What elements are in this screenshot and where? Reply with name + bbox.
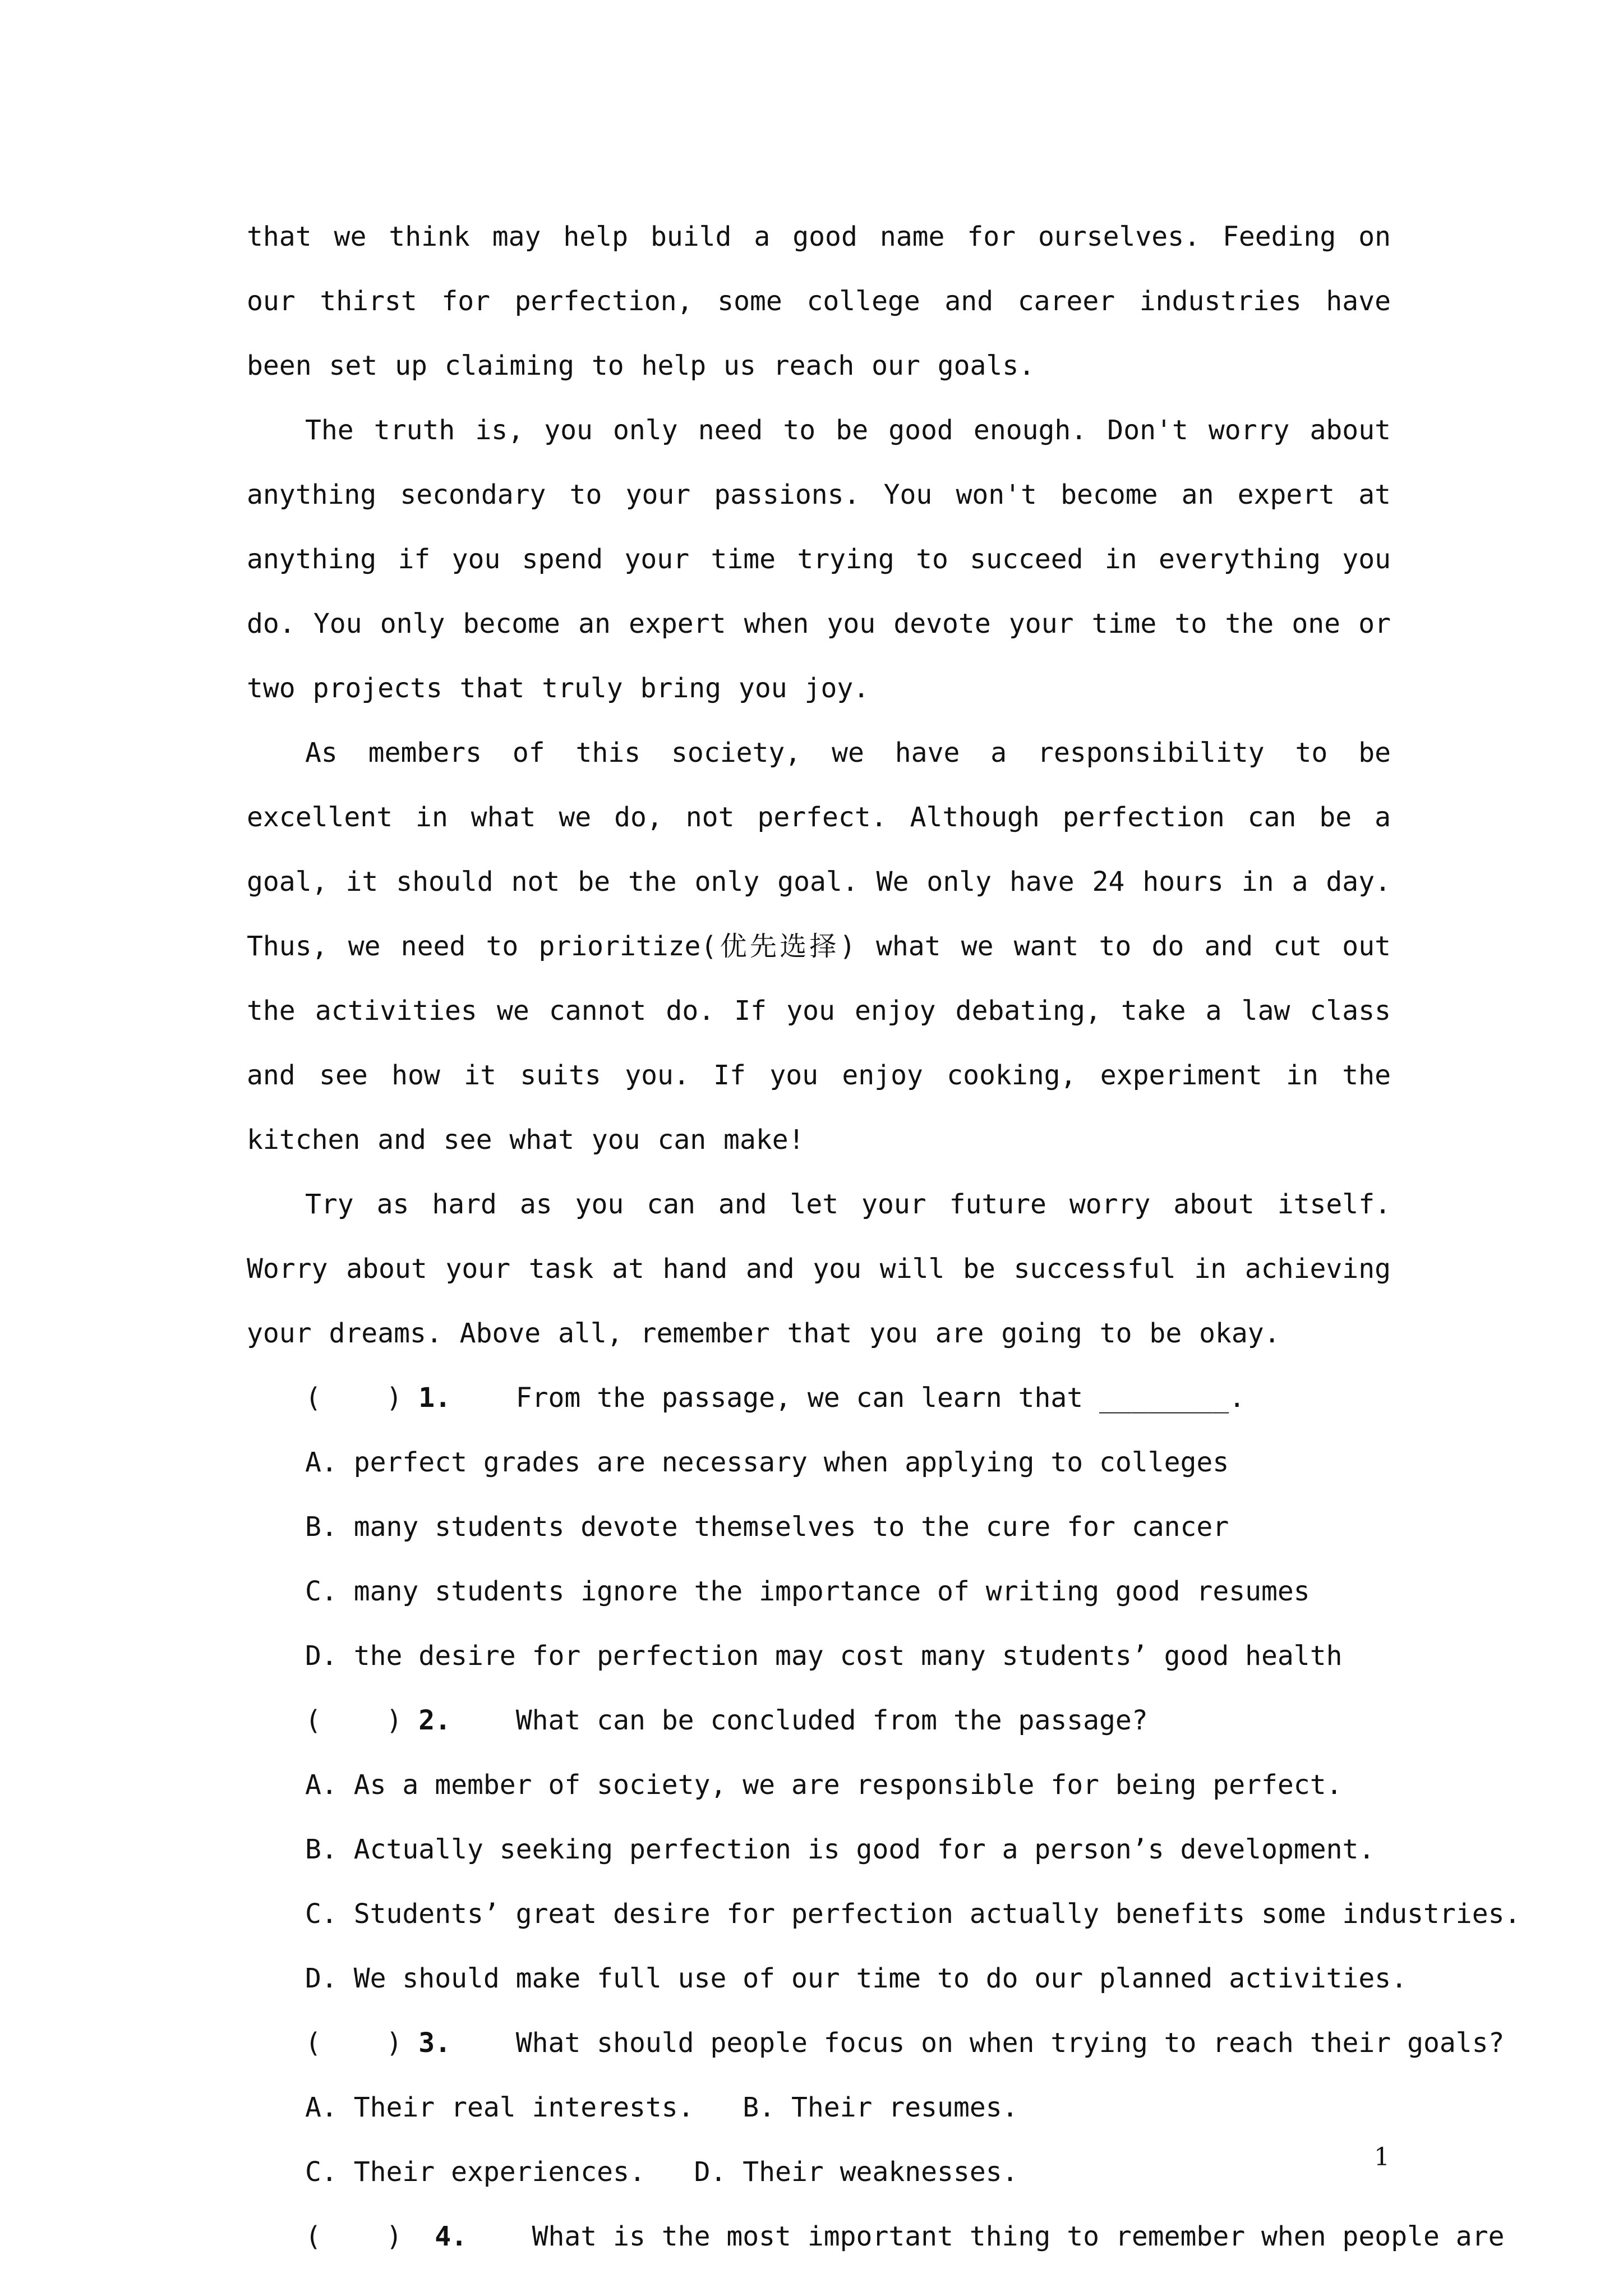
question-1 bbox=[247, 1366, 1391, 1430]
answer-bracket: ( ) bbox=[305, 1382, 403, 1414]
page-number: 1 bbox=[1374, 2143, 1390, 2171]
question-stem: From the passage, we can learn that ________. bbox=[515, 1382, 1246, 1414]
passage-paragraph-4: Try as hard as you can and let your future worry about itself. Worry about your task at hand and you will be successful in achieving your dreams. Above all, remember that you are going to be okay. bbox=[247, 1189, 1391, 1349]
question-2-option-a: A. As a member of society, we are responsible for being perfect. bbox=[305, 1769, 1343, 1801]
question-2-option-d: D. We should make full use of our time to do our planned activities. bbox=[305, 1963, 1408, 1994]
question-number: 3. bbox=[418, 2027, 451, 2059]
question-1-option-c: C. many students ignore the importance of writing good resumes bbox=[305, 1576, 1310, 1607]
document-page bbox=[247, 205, 1521, 2269]
question-1-option-d: D. the desire for perfection may cost many students’ good health bbox=[305, 1640, 1343, 1672]
question-3-options-row-2: C. Their experiences. D. Their weaknesses. bbox=[305, 2156, 1018, 2188]
question-3 bbox=[247, 2011, 1505, 2076]
question-stem: What should people focus on when trying to reach their goals? bbox=[515, 2027, 1505, 2059]
question-number: 2. bbox=[418, 1705, 451, 1736]
answer-bracket: ( ) bbox=[305, 2027, 403, 2059]
question-2 bbox=[247, 1688, 1391, 1753]
passage-paragraph-2: The truth is, you only need to be good enough. Don't worry about anything secondary to your passions. You won't become an expert at anything if you spend your time trying to succeed in everything you do. You only become an expert when you devote your time to the one or two projects that truly bring you joy. bbox=[247, 415, 1391, 704]
passage-paragraph-1: that we think may help build a good name for ourselves. Feeding on our thirst for perfection, some college and career industries have been set up claiming to help us reach our goals. bbox=[247, 221, 1391, 381]
passage-paragraph-3: As members of this society, we have a responsibility to be excellent in what we do, not perfect. Although perfection can be a goal, it should not be the only goal. We only have 24 hours in a day. Thus, we need to prioritize(优先选择) what we want to do and cut out the activities we cannot do. If you enjoy debating, take a law class and see how it suits you. If you enjoy cooking, experiment in the kitchen and see what you can make! bbox=[247, 737, 1391, 1156]
question-stem: What can be concluded from the passage? bbox=[515, 1705, 1148, 1736]
question-number: 1. bbox=[418, 1382, 451, 1414]
question-2-option-b: B. Actually seeking perfection is good for a person’s development. bbox=[305, 1834, 1375, 1865]
question-4 bbox=[247, 2205, 1505, 2269]
question-2-option-c: C. Students’ great desire for perfection actually benefits some industries. bbox=[305, 1898, 1521, 1930]
question-1-option-b: B. many students devote themselves to the cure for cancer bbox=[305, 1511, 1229, 1543]
answer-bracket: ( ) bbox=[305, 1705, 403, 1736]
answer-bracket: ( ) bbox=[305, 2221, 403, 2252]
question-number: 4. bbox=[435, 2221, 467, 2252]
question-stem: What is the most important thing to remember when people are bbox=[532, 2221, 1505, 2252]
question-1-option-a: A. perfect grades are necessary when applying to colleges bbox=[305, 1447, 1229, 1478]
question-3-options-row-1: A. Their real interests. B. Their resumes. bbox=[305, 2092, 1018, 2123]
